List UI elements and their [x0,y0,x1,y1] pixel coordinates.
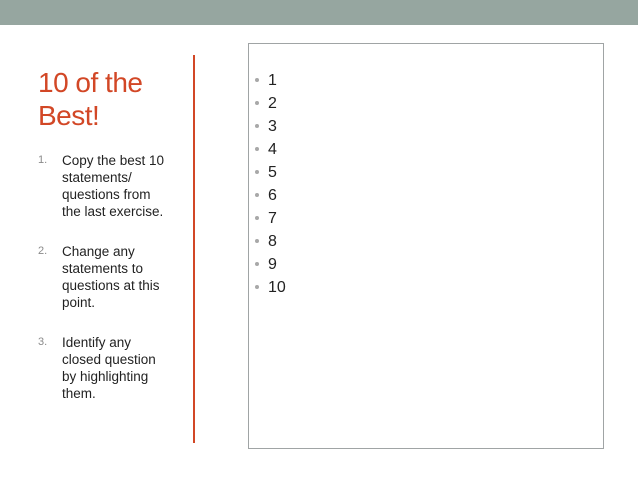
step-line: Identify any [62,335,132,350]
title-line: 10 of the [38,67,143,98]
bullet-dot-icon [255,147,259,151]
slide-title [38,66,188,132]
step-number: 3. [38,336,48,348]
bullet-item [255,184,286,207]
title-line: Best! [38,100,100,131]
bullet-dot-icon [255,239,259,243]
bullet-dot-icon [255,78,259,82]
bullet-item [255,230,286,253]
bullet-dot-icon [255,170,259,174]
bullet-text: 7 [268,210,277,227]
bullet-dot-icon [255,193,259,197]
step-line: questions at this [62,278,160,293]
bullet-dot-icon [255,216,259,220]
step-line: by highlighting [62,369,149,384]
bullet-text: 5 [268,164,277,181]
step-line: statements/ [62,170,132,185]
bullet-text: 1 [268,72,277,89]
bullet-dot-icon [255,262,259,266]
numbered-bullet-list [255,69,286,299]
step-line: the last exercise. [62,204,164,219]
bullet-dot-icon [255,124,259,128]
top-bar [0,0,638,25]
bullet-item [255,138,286,161]
bullet-text: 4 [268,141,277,158]
step-line: point. [62,295,96,310]
instruction-list [38,152,188,402]
bullet-dot-icon [255,101,259,105]
vertical-divider [193,55,195,443]
step-line: statements to [62,261,144,276]
content-placeholder-box [248,43,604,449]
instruction-item [38,152,188,220]
bullet-text: 2 [268,95,277,112]
bullet-item [255,115,286,138]
step-line: questions from [62,187,151,202]
bullet-item [255,69,286,92]
step-line: closed question [62,352,156,367]
bullet-text: 3 [268,118,277,135]
bullet-item [255,92,286,115]
step-line: Copy the best 10 [62,153,165,168]
step-number: 1. [38,154,48,166]
bullet-item [255,276,286,299]
instruction-item [38,334,188,402]
step-line: them. [62,386,96,401]
step-line: Change any [62,244,135,259]
step-number: 2. [38,245,48,257]
bullet-text: 9 [268,256,277,273]
bullet-item [255,207,286,230]
bullet-text: 8 [268,233,277,250]
bullet-dot-icon [255,285,259,289]
bullet-text: 10 [268,279,286,296]
bullet-text: 6 [268,187,277,204]
bullet-item [255,161,286,184]
instruction-item [38,243,188,311]
bullet-item [255,253,286,276]
